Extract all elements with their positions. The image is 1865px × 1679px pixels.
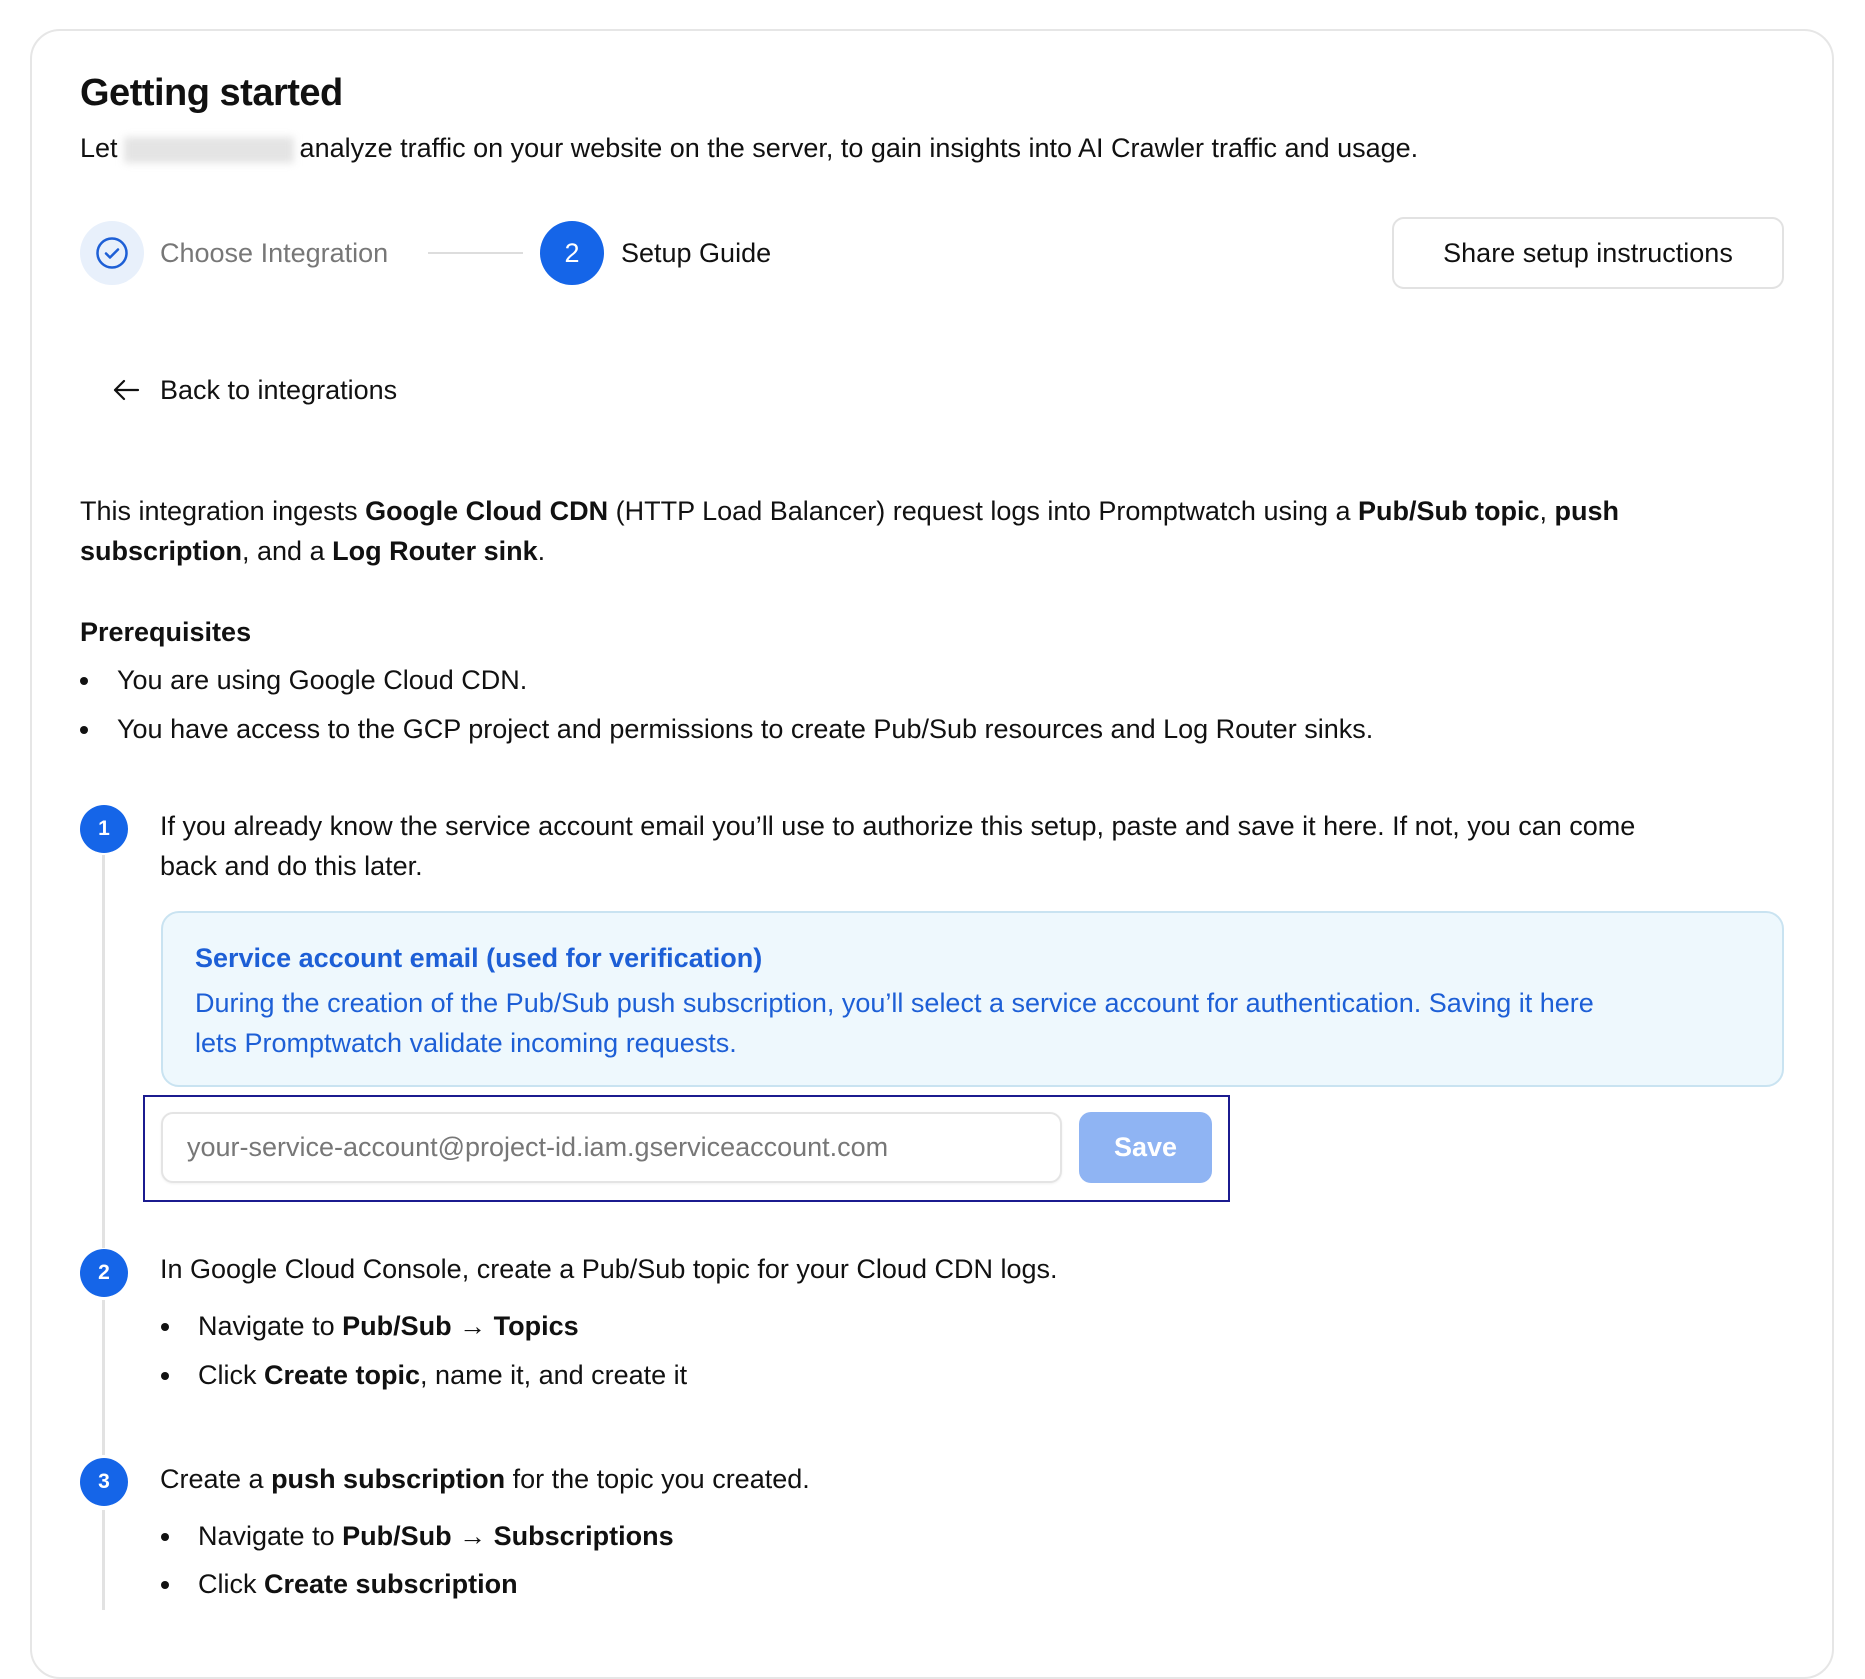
step-1-text: If you already know the service account email you’ll use to authorize this setup, paste and save it here. If not, you can come <box>160 811 1636 841</box>
bullet <box>161 1533 169 1541</box>
info-description: During the creation of the Pub/Sub push subscription, you’ll select a service account for authentication. Saving it here <box>195 988 1594 1018</box>
step-3-bullet-2: Click Create subscription <box>198 1569 518 1599</box>
save-button[interactable]: Save <box>1079 1112 1212 1183</box>
step-setup-guide: Setup Guide <box>621 238 772 268</box>
step-3-bullet-1: Navigate to Pub/Sub → Subscriptions <box>198 1521 674 1551</box>
step-2-indicator: 2 <box>540 221 604 285</box>
step-1-text-cont: back and do this later. <box>160 851 423 881</box>
step-complete-indicator <box>80 221 144 285</box>
page-title: Getting started <box>80 72 343 114</box>
step-3-badge: 3 <box>80 1458 128 1506</box>
page-subtitle: Let analyze traffic on your website on the server, to gain insights into AI Crawler traffic and usage. <box>80 133 1419 163</box>
step-2-text: In Google Cloud Console, create a Pub/Sub topic for your Cloud CDN logs. <box>160 1254 1058 1284</box>
timeline-line <box>102 1300 105 1455</box>
stepper-connector <box>428 252 523 254</box>
service-account-info-box <box>161 911 1784 1087</box>
step-2-badge: 2 <box>80 1249 128 1297</box>
bullet <box>161 1372 169 1380</box>
prereq-item: You have access to the GCP project and permissions to create Pub/Sub resources and Log Router sinks. <box>117 714 1374 744</box>
redacted-brand <box>124 137 294 163</box>
check-circle-icon <box>95 236 129 270</box>
info-description-cont: lets Promptwatch validate incoming requests. <box>195 1028 737 1058</box>
intro-paragraph: This integration ingests Google Cloud CDN (HTTP Load Balancer) request logs into Promptwatch using a Pub/Sub topic, push subscription, and a Log Router sink. <box>80 496 1620 566</box>
bullet <box>80 726 88 734</box>
bullet <box>161 1581 169 1589</box>
back-to-integrations-link[interactable]: Back to integrations <box>112 370 397 410</box>
step-2-bullet-2: Click Create topic, name it, and create it <box>198 1360 688 1390</box>
timeline-line <box>102 1510 105 1610</box>
bullet <box>161 1323 169 1331</box>
share-setup-instructions-button[interactable]: Share setup instructions <box>1392 217 1784 289</box>
prerequisites-heading: Prerequisites <box>80 617 252 647</box>
arrow-left-icon <box>112 378 140 402</box>
timeline-line <box>102 855 105 1248</box>
service-account-email-input[interactable] <box>161 1112 1062 1183</box>
step-1-badge: 1 <box>80 805 128 853</box>
bullet <box>80 677 88 685</box>
info-title: Service account email (used for verification) <box>195 943 763 973</box>
step-3-text: Create a push subscription for the topic you created. <box>160 1464 810 1494</box>
step-choose-integration[interactable]: Choose Integration <box>160 238 389 268</box>
prereq-item: You are using Google Cloud CDN. <box>117 665 528 695</box>
step-2-bullet-1: Navigate to Pub/Sub → Topics <box>198 1311 579 1341</box>
